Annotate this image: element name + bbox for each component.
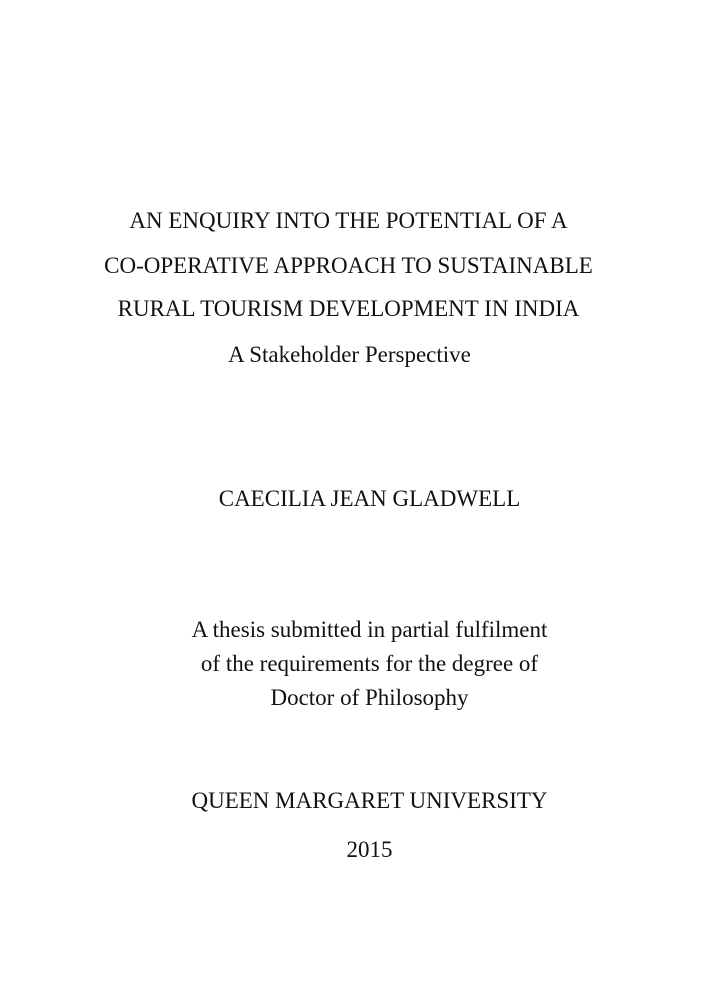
submission-line-2: of the requirements for the degree of [200,651,539,676]
thesis-subtitle: A Stakeholder Perspective [228,342,471,367]
title-line-3: RURAL TOURISM DEVELOPMENT IN INDIA [117,296,580,321]
title-line-2: CO-OPERATIVE APPROACH TO SUSTAINABLE [104,253,593,278]
institution-name: QUEEN MARGARET UNIVERSITY [191,788,548,813]
author-name: CAECILIA JEAN GLADWELL [218,486,521,511]
submission-line-3: Doctor of Philosophy [270,685,469,710]
submission-year: 2015 [346,837,393,862]
submission-line-1: A thesis submitted in partial fulfilment [191,617,548,642]
title-line-1: AN ENQUIRY INTO THE POTENTIAL OF A [129,208,568,233]
